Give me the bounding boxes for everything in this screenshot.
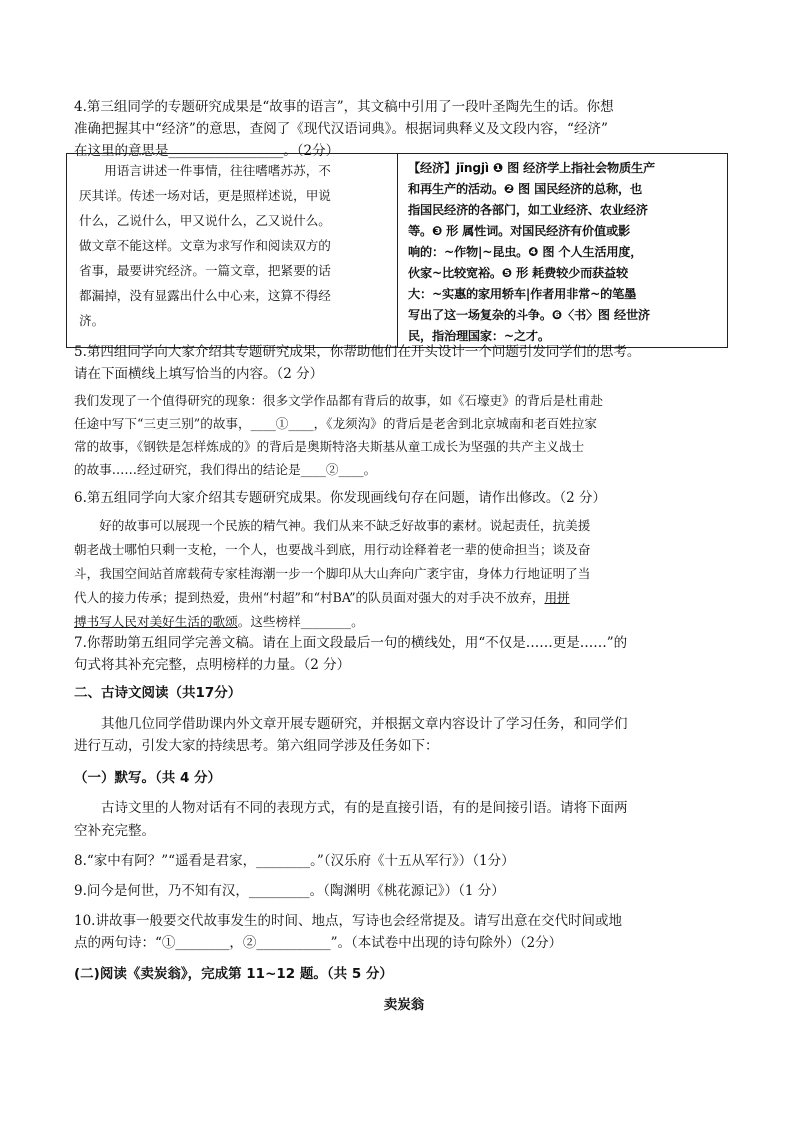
underlined-sentence: 用拼	[544, 590, 570, 605]
quote-line: 都漏掉，没有显露出什么中心来，这算不得经	[79, 288, 331, 303]
q5-para-line2: 任途中写下“三吏三别”的故事，____①____，《龙须沟》的背后是老舍到北京城南和老百姓拉家	[74, 416, 597, 431]
poem-title: 卖炭翁	[383, 997, 425, 1013]
underlined-sentence: 搏书写人民对美好生活的歌颂	[74, 614, 238, 629]
section-intro-line2: 进行互动，引发大家的持续思考。第六组同学涉及任务如下：	[74, 738, 439, 754]
q10-line2: 点的两句诗：“①________，②___________”。（本试卷中出现的诗句除外）（2分）	[74, 935, 563, 951]
q5-para-line3: 常的故事，《钢铁是怎样炼成的》的背后是奥斯特洛夫斯基从童工成长为坚强的共产主义战士	[74, 439, 585, 454]
quote-line: 省事，最要讲究经济。一篇文章，把紧要的话	[79, 263, 331, 278]
q5-para-line4: 的故事……经过研究，我们得出的结论是____②____。	[74, 462, 377, 477]
q5-line2: 请在下面横线上填写恰当的内容。（2 分）	[74, 366, 324, 382]
section-intro-line1: 其他几位同学借助课内外文章开展专题研究，并根据文章内容设计了学习任务，和同学们	[74, 716, 628, 732]
dict-line: 写出了这一场复杂的斗争。❻〈书〉图 经世济	[408, 308, 650, 322]
dict-line: 大：~实惠的家用轿车|作者用非常~的笔墨	[408, 287, 637, 301]
dict-line: 等。❸ 形 属性词。对国民经济有价值或影	[408, 224, 630, 238]
quote-cell	[67, 154, 398, 348]
q4-line3: 在这里的意思是_________________。（2分）	[74, 143, 340, 159]
q7-line2: 句式将其补充完整，点明榜样的力量。（2 分）	[74, 657, 351, 673]
subsection-title: (二)阅读《卖炭翁》，完成第 11~12 题。（共 5 分）	[74, 966, 393, 982]
q6-para-line5	[74, 611, 734, 633]
q10-line1: 10.讲故事一般要交代故事发生的时间、地点，写诗也会经常提及。请写出意在交代时间或地	[74, 913, 622, 929]
section-title: 二、古诗文阅读（共17分）	[74, 685, 242, 701]
dict-line: 响的：~作物|~昆虫。❹ 图 个人生活用度，	[408, 245, 643, 259]
q4-line1: 4.第三组同学的专题研究成果是“故事的语言”，其文稿中引用了一段叶圣陶先生的话。你想	[74, 99, 614, 115]
sub1-para-line2: 空补充完整。	[74, 823, 155, 839]
quote-table	[66, 153, 728, 348]
dict-line: 【经济】jīngjì ❶ 图 经济学上指社会物质生产	[408, 161, 655, 175]
q5-para-line1: 我们发现了一个值得研究的现象：很多文学作品都有背后的故事，如《石壕吏》的背后是杜甫赴	[74, 393, 603, 408]
q6-para-line4	[74, 587, 734, 609]
q9-text: 9.问今是何世，乃不知有汉，_________。（陶渊明《桃花源记》）（1 分）	[74, 883, 505, 899]
q8-text: 8.“家中有阿？”“遥看是君家，________。”（汉乐府《十五从军行》）（1分）	[74, 853, 515, 869]
dictionary-entry-cell	[398, 154, 728, 348]
dict-line: 民，指治理国家：~之才。	[408, 329, 550, 343]
quote-line: 济。	[79, 313, 105, 328]
dict-line: 伙家~比较宽裕。❺ 形 耗费较少而获益较	[408, 266, 629, 280]
quote-line: 做文章不能这样。文章为求写作和阅读双方的	[79, 238, 331, 253]
quote-line: 什么，乙说什么，甲又说什么，乙又说什么。	[79, 213, 331, 228]
q4-line2: 准确把握其中“经济”的意思，查阅了《现代汉语词典》。根据词典释义及文段内容，“经济”	[74, 121, 608, 137]
q6-text: 。这些榜样________。	[237, 614, 364, 629]
q6-line1: 6.第五组同学向大家介绍其专题研究成果。你发现画线句存在问题，请作出修改。（2 分）	[74, 490, 607, 506]
q6-text: 代人的接力传承；提到热爱，贵州“村超”和“村BA”的队员面对强大的对手决不放弃，	[74, 590, 545, 605]
q5-line1: 5.第四组同学向大家介绍其专题研究成果，你帮助他们在开头设计一个问题引发同学们的思考。	[74, 344, 641, 360]
dict-line: 指国民经济的各部门，如工业经济、农业经济	[408, 203, 648, 217]
q6-para-line3: 斗，我国空间站首席载荷专家桂海潮一步一个脚印从大山奔向广袤宇宙，身体力行地证明了当	[74, 566, 591, 581]
subsection-title: （一）默写。（共 4 分）	[74, 770, 222, 786]
sub1-para-line1: 古诗文里的人物对话有不同的表现方式，有的是直接引语，有的是间接引语。请将下面两	[74, 800, 628, 816]
q6-para-line2: 朝老战士哪怕只剩一支枪，一个人，也要战斗到底，用行动诠释着老一辈的使命担当；谈及奋	[74, 542, 591, 557]
quote-line: 用语言讲述一件事情，往往嗜嗜苏苏，不	[79, 163, 331, 178]
q7-line1: 7.你帮助第五组同学完善文稿。请在上面文段最后一句的横线处，用“不仅是……更是……”的	[74, 635, 628, 651]
dict-line: 和再生产的活动。❷ 图 国民经济的总称，也	[408, 182, 642, 196]
q6-para-line1: 好的故事可以展现一个民族的精气神。我们从来不缺乏好故事的素材。说起责任，抗美援	[74, 518, 591, 533]
quote-line: 厌其详。传述一场对话，更是照样述说，甲说	[79, 188, 331, 203]
